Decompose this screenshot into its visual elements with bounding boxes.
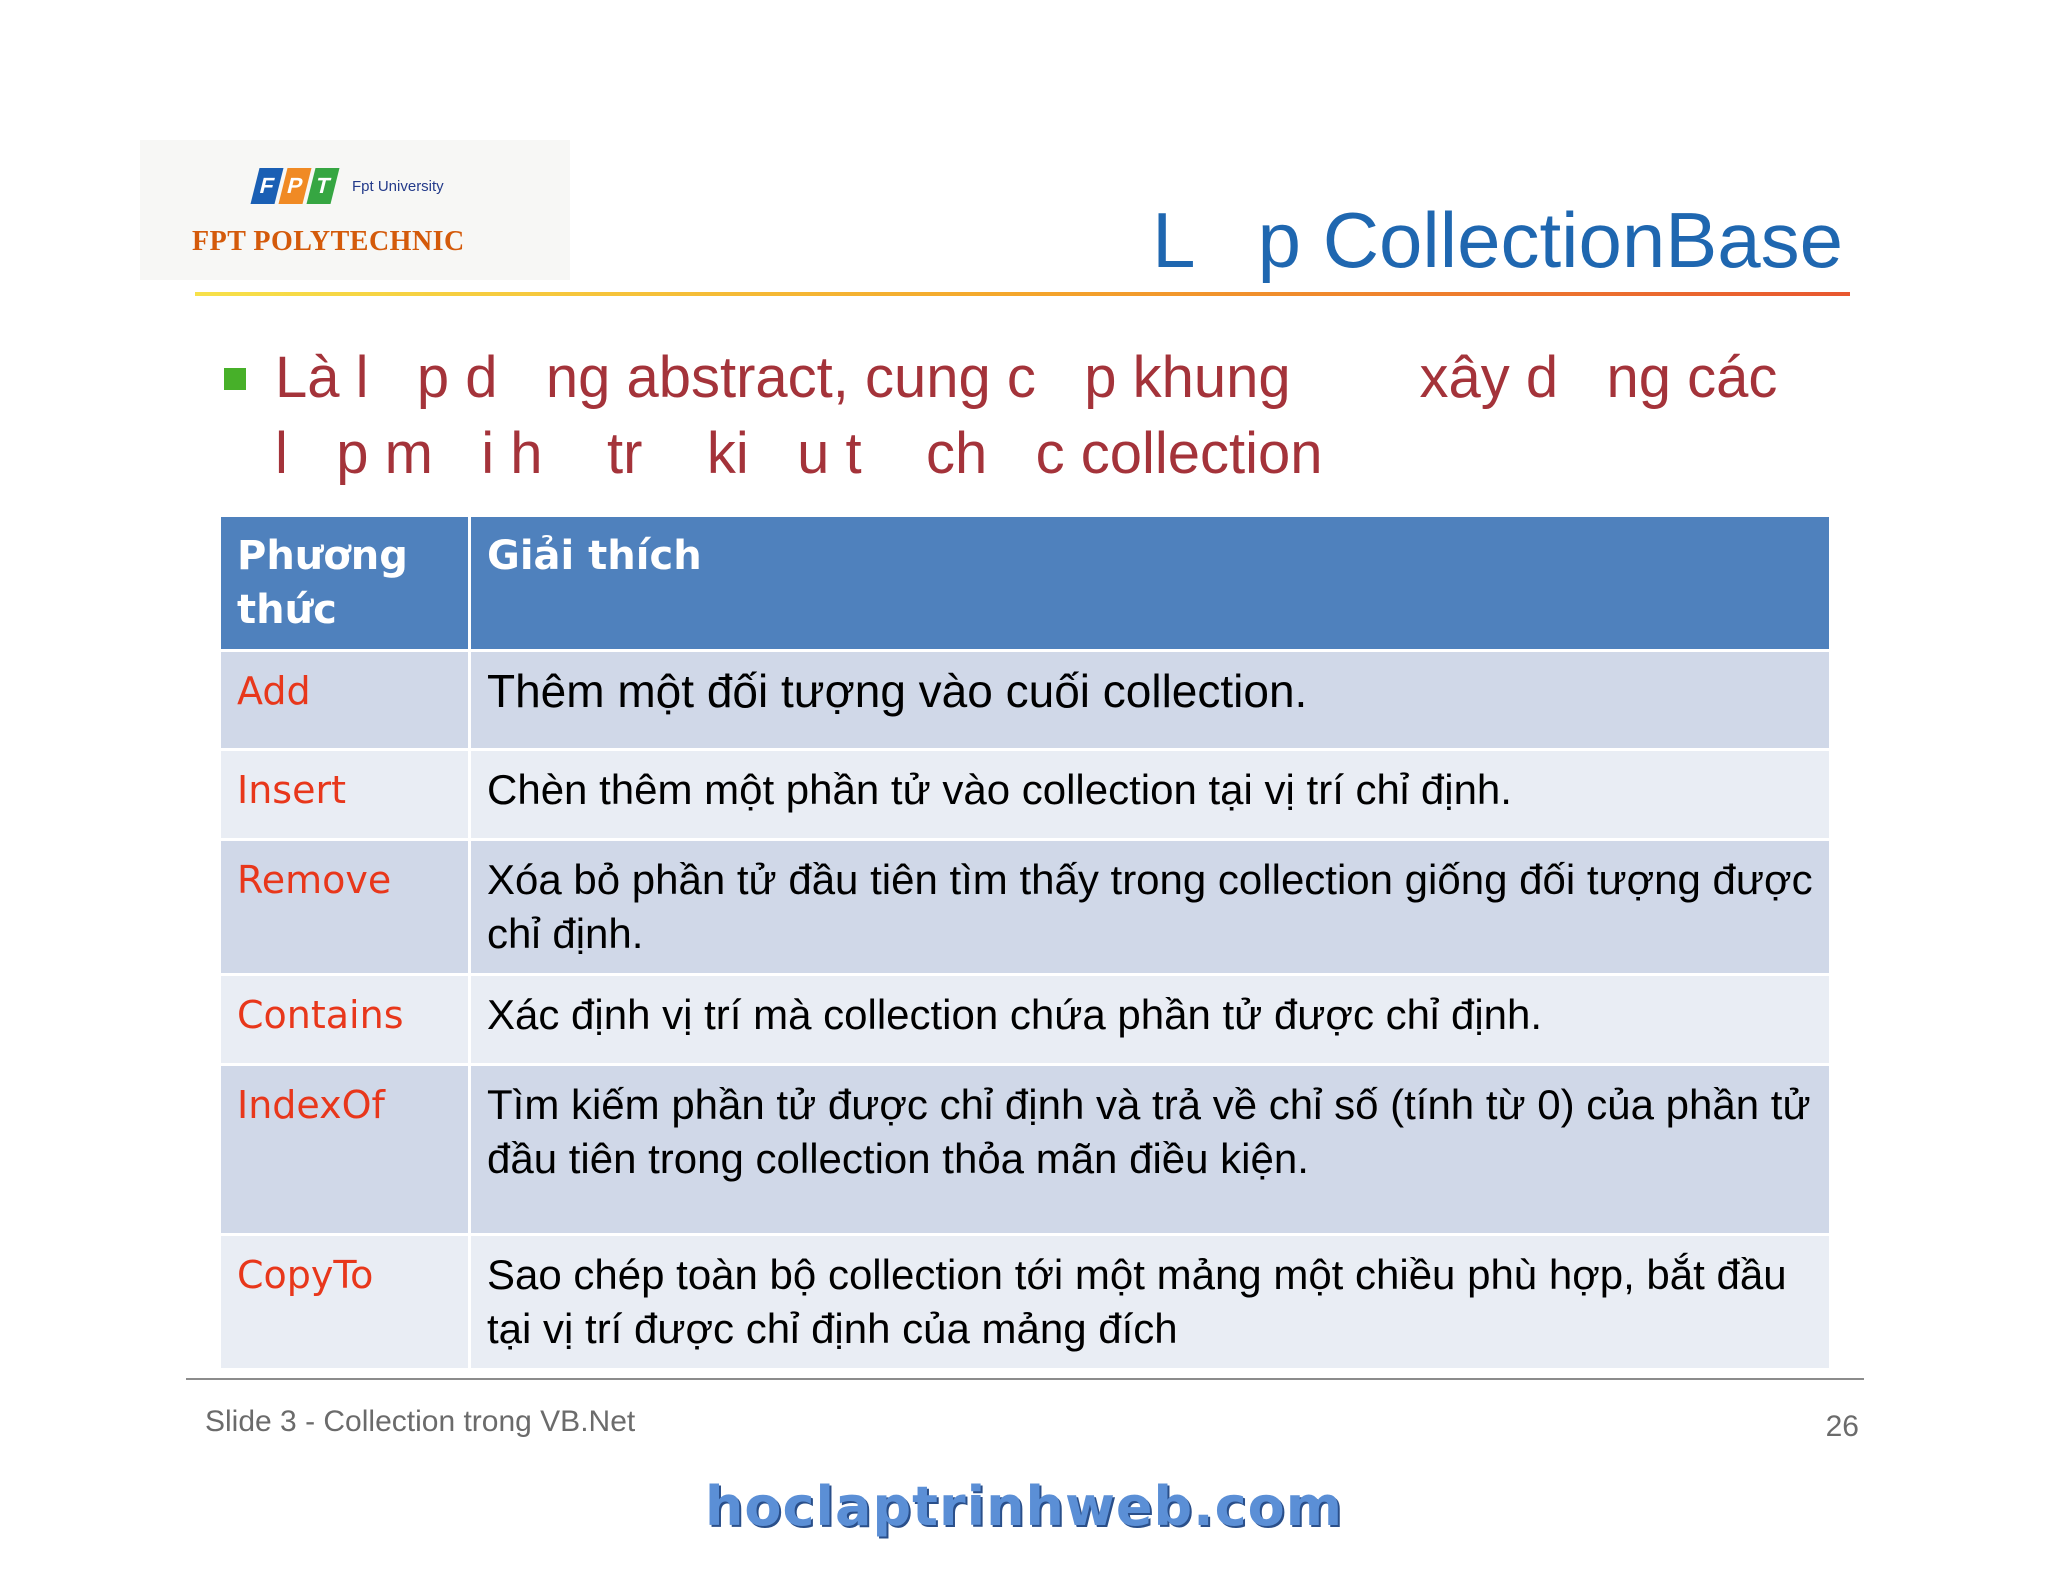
bullet-text: Là l p d ng abstract, cung c p khung xây d ng các l p m i h tr ki u t ch c collection	[275, 345, 1778, 486]
watermark-text: hoclaptrinhweb.com	[704, 1475, 1344, 1538]
page-number: 26	[1825, 1410, 1859, 1443]
logo-letter: P	[279, 168, 312, 204]
title-underline	[195, 292, 1850, 296]
table-row	[220, 651, 1831, 750]
fpt-logo-icon	[255, 168, 335, 204]
method-name: Add	[220, 651, 470, 750]
table-row	[220, 750, 1831, 840]
method-description: Chèn thêm một phần tử vào collection tại vị trí chỉ định.	[470, 750, 1831, 840]
footer-divider	[186, 1378, 1864, 1380]
logo-letter: F	[251, 168, 284, 204]
header-description: Giải thích	[470, 516, 1831, 651]
methods-table	[218, 514, 1832, 1371]
method-name: Remove	[220, 840, 470, 975]
method-name: Contains	[220, 975, 470, 1065]
method-description: Xác định vị trí mà collection chứa phần tử được chỉ định.	[470, 975, 1831, 1065]
method-name: CopyTo	[220, 1235, 470, 1370]
logo-letter: T	[307, 168, 340, 204]
logo-panel	[140, 140, 570, 280]
header-method: Phương thức	[220, 516, 470, 651]
table-header-row	[220, 516, 1831, 651]
method-description: Xóa bỏ phần tử đầu tiên tìm thấy trong collection giống đối tượng được chỉ định.	[470, 840, 1831, 975]
table-row	[220, 975, 1831, 1065]
table-row	[220, 1065, 1831, 1235]
bullet-square-icon	[224, 368, 246, 390]
logo-polytechnic-text: FPT POLYTECHNIC	[192, 226, 465, 257]
method-description: Sao chép toàn bộ collection tới một mảng một chiều phù hợp, bắt đầu tại vị trí được chỉ định của mảng đích	[470, 1235, 1831, 1370]
method-description: Tìm kiếm phần tử được chỉ định và trả về chỉ số (tính từ 0) của phần tử đầu tiên trong collection thỏa mãn điều kiện.	[470, 1065, 1831, 1235]
table-row	[220, 840, 1831, 975]
method-description: Thêm một đối tượng vào cuối collection.	[470, 651, 1831, 750]
method-name: IndexOf	[220, 1065, 470, 1235]
slide-title: L p CollectionBase	[1152, 196, 1843, 284]
footer-slide-label: Slide 3 - Collection trong VB.Net	[205, 1405, 636, 1438]
table-row	[220, 1235, 1831, 1370]
method-name: Insert	[220, 750, 470, 840]
logo-university-text: Fpt University	[352, 178, 444, 195]
